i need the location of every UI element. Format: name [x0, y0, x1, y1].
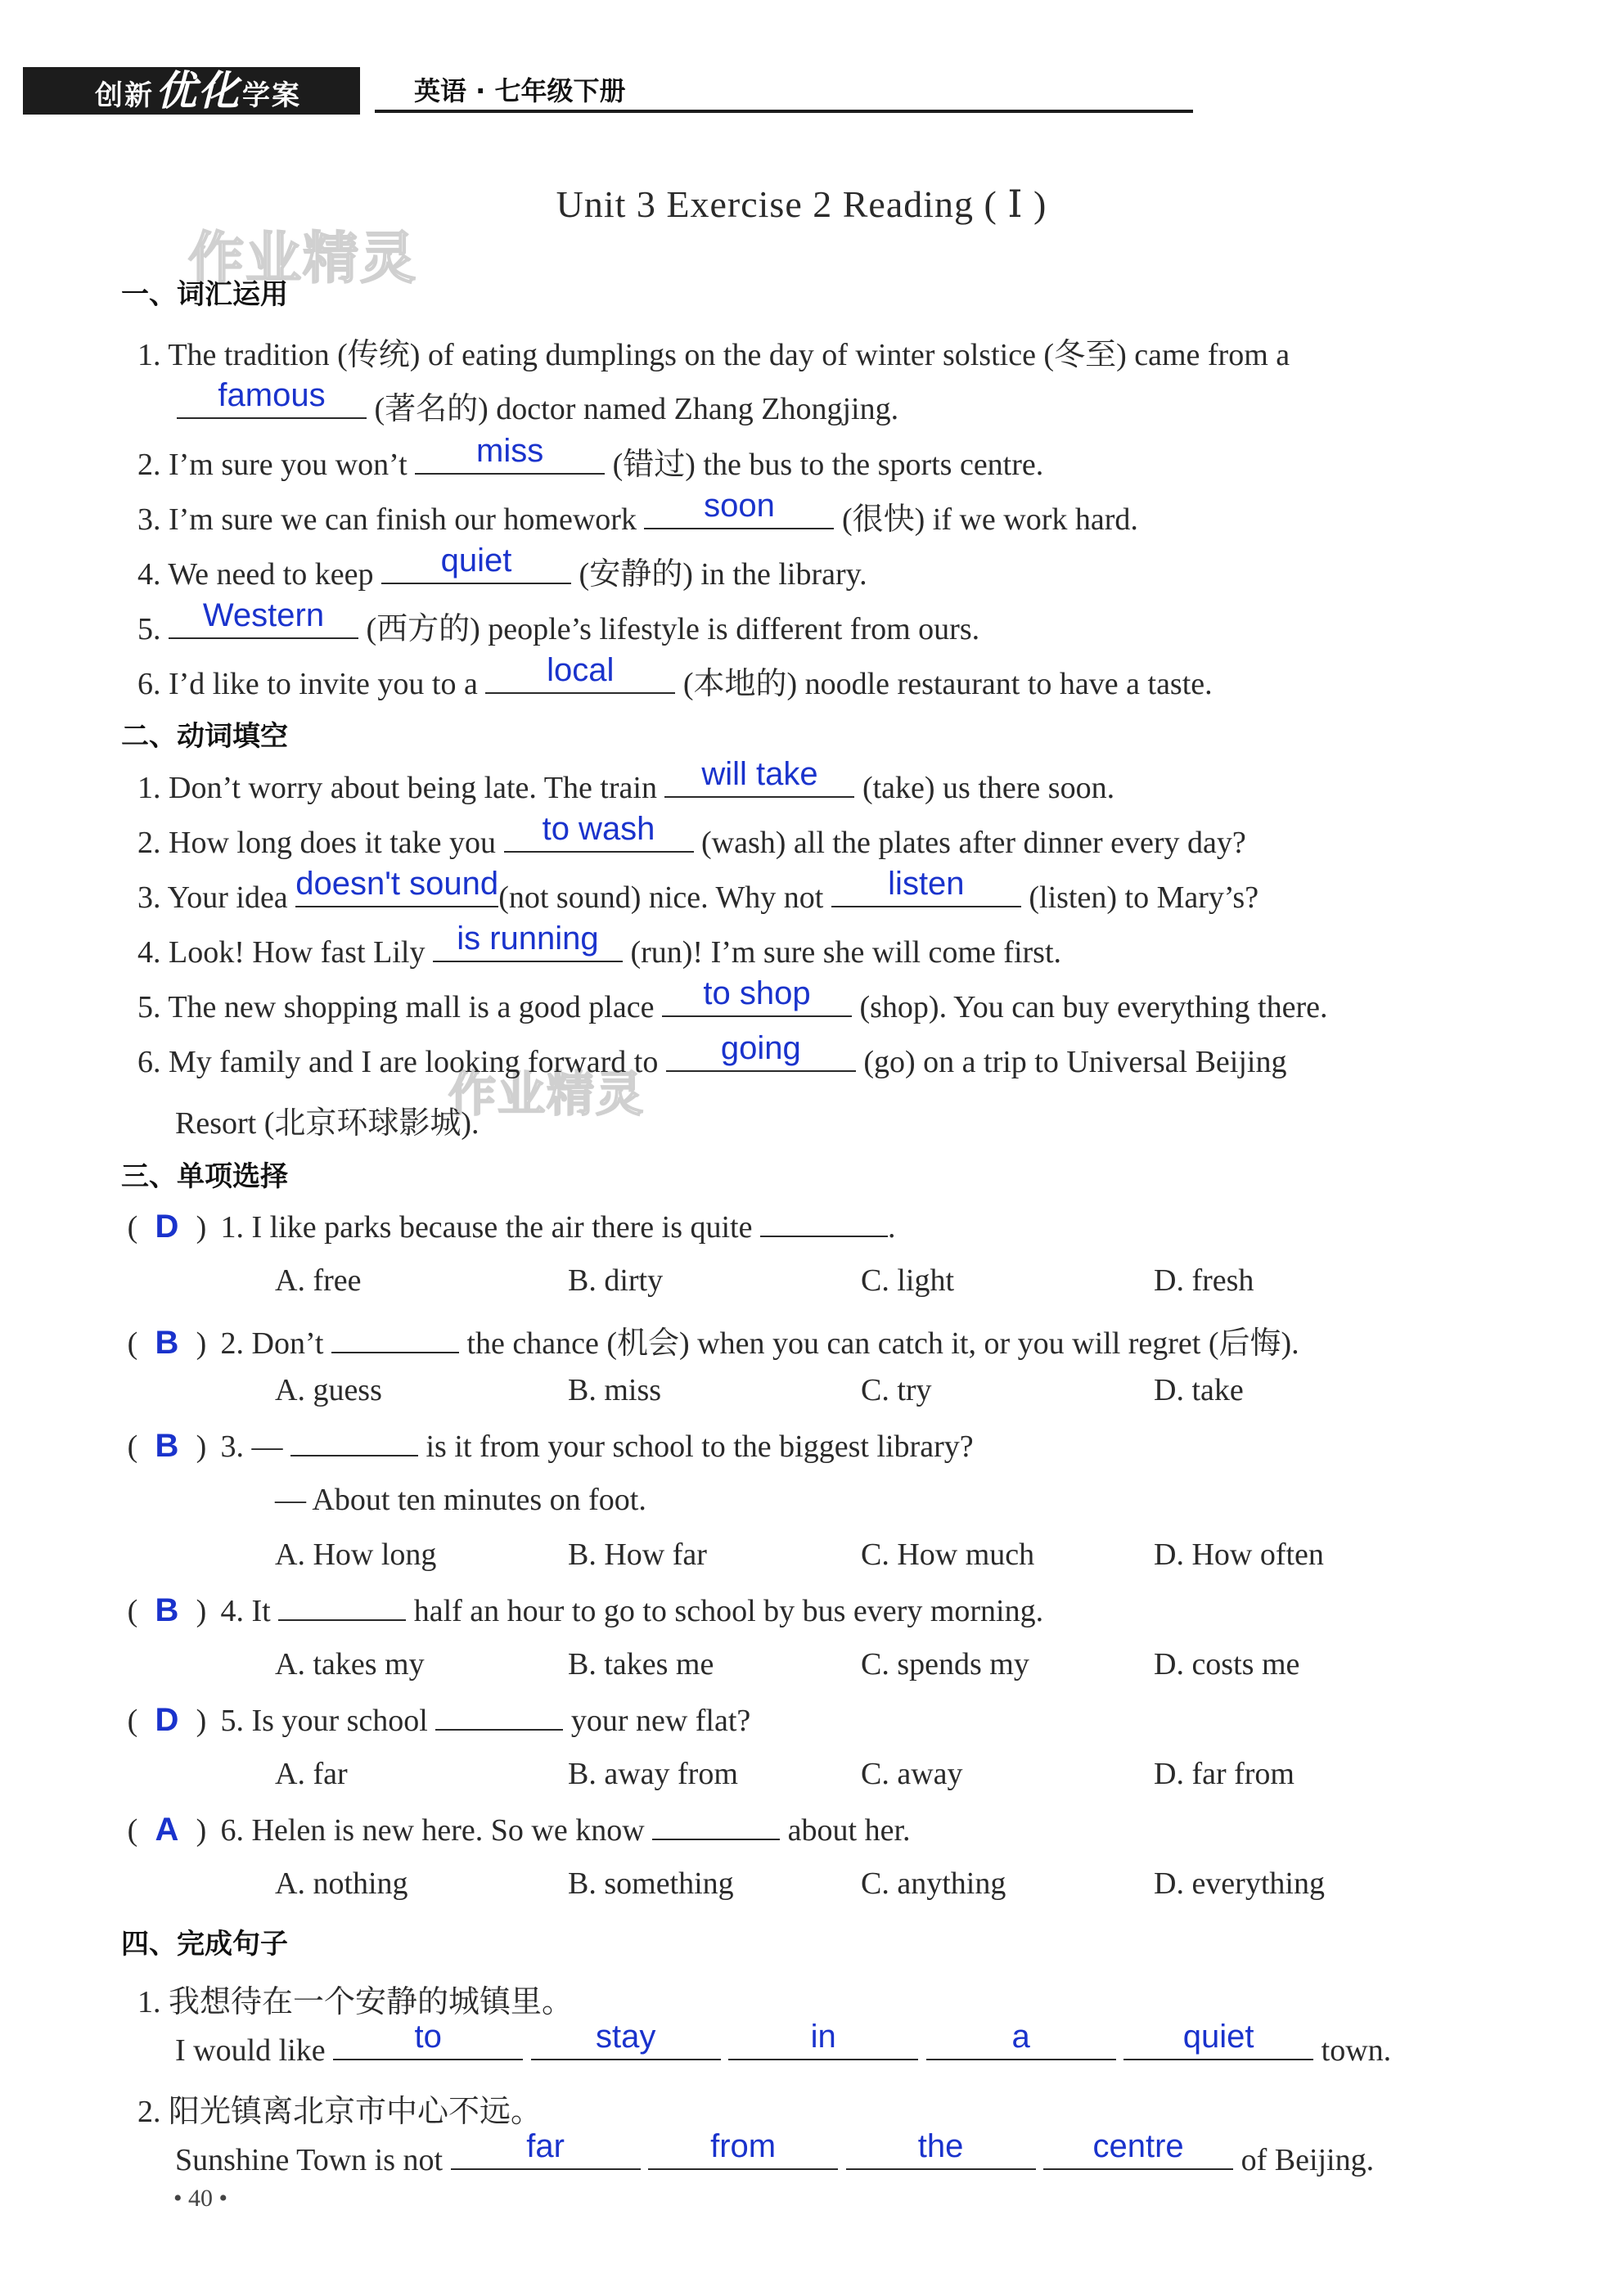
mc-question-3: ( B ) 3. — is it from your school to the biggest library?: [127, 1428, 974, 1464]
question-6: 6. I’d like to invite you to a local (本地的) noodle restaurant to have a taste.: [137, 652, 1213, 701]
question-6-line-1: 6. My family and I are looking forward to going (go) on a trip to Universal Beijing: [137, 1030, 1287, 1079]
option-d: D. everything: [1154, 1866, 1325, 1901]
mc-question-2: ( B ) 2. Don’t the chance (机会) when you can catch it, or you will regret (后悔).: [127, 1325, 1299, 1361]
question-1-line-1: 1. The tradition (传统) of eating dumplings on the day of winter solstice (冬至) came from a: [137, 338, 1290, 372]
answer-blank: [331, 1324, 459, 1353]
mc-question-3-reply: — About ten minutes on foot.: [275, 1483, 646, 1517]
answer-blank: from: [648, 2141, 838, 2170]
option-b: B. miss: [568, 1373, 662, 1407]
option-c: C. anything: [861, 1866, 1006, 1901]
option-c: C. spends my: [861, 1647, 1029, 1681]
option-b: B. away from: [568, 1757, 738, 1791]
question-3: 3. Your idea doesn't sound (not sound) nice. Why not listen (listen) to Mary’s?: [137, 866, 1259, 915]
brand-logo: 创新优化学案: [23, 67, 360, 115]
answer-blank: local: [485, 664, 675, 694]
answer-blank: [435, 1701, 563, 1731]
answer-blank: to: [333, 2031, 523, 2060]
option-d: D. take: [1154, 1373, 1244, 1407]
section-heading: 三、单项选择: [121, 1160, 288, 1193]
translation-1-english: I would like to stay in a quiet town.: [175, 2019, 1392, 2068]
answer-blank: [760, 1208, 888, 1237]
option-d: D. fresh: [1154, 1263, 1254, 1298]
question-5: 5. The new shopping mall is a good place to shop (shop). You can buy everything there.: [137, 975, 1328, 1024]
mc-question-1: ( D ) 1. I like parks because the air there is quite .: [127, 1209, 896, 1245]
answer-blank: [290, 1427, 418, 1456]
watermark: 作业精灵: [188, 227, 418, 291]
option-d: D. costs me: [1154, 1647, 1300, 1681]
answer-blank: the: [846, 2141, 1036, 2170]
page-header: [23, 67, 1193, 115]
option-a: A. far: [275, 1757, 348, 1791]
answer-blank: centre: [1043, 2141, 1233, 2170]
answer-blank: doesn't sound: [295, 878, 498, 907]
mc-answer: A: [155, 1812, 179, 1848]
answer-blank: miss: [415, 445, 605, 475]
section-heading: 四、完成句子: [121, 1928, 288, 1961]
question-6-line-2: Resort (北京环球影城).: [175, 1106, 480, 1141]
answer-blank: [652, 1811, 780, 1840]
answer-blank: stay: [531, 2031, 721, 2060]
translation-2-chinese: 2. 阳光镇离北京市中心不远。: [137, 2095, 543, 2129]
question-5: 5. Western (西方的) people’s lifestyle is different from ours.: [137, 597, 980, 646]
answer-blank: to wash: [504, 823, 694, 853]
answer-blank: will take: [664, 768, 854, 798]
option-c: C. How much: [861, 1537, 1035, 1572]
answer-blank: soon: [644, 500, 834, 529]
question-3: 3. I’m sure we can finish our homework soon (很快) if we work hard.: [137, 488, 1138, 537]
answer-blank: Western: [169, 610, 358, 639]
page-number: • 40 •: [173, 2185, 228, 2212]
option-a: A. How long: [275, 1537, 437, 1572]
option-a: A. takes my: [275, 1647, 425, 1681]
question-4: 4. Look! How fast Lily is running (run)! I’m sure she will come first.: [137, 921, 1062, 970]
option-c: C. try: [861, 1373, 932, 1407]
question-1: 1. Don’t worry about being late. The train will take (take) us there soon.: [137, 756, 1115, 805]
section-heading: 二、动词填空: [121, 720, 288, 753]
option-b: B. takes me: [568, 1647, 714, 1681]
mc-question-5: ( D ) 5. Is your school your new flat?: [127, 1702, 751, 1738]
question-2: 2. How long does it take you to wash (wash) all the plates after dinner every day?: [137, 811, 1246, 860]
question-2: 2. I’m sure you won’t miss (错过) the bus to the sports centre.: [137, 433, 1044, 482]
mc-question-4: ( B ) 4. It half an hour to go to school by bus every morning.: [127, 1592, 1044, 1628]
option-c: C. away: [861, 1757, 963, 1791]
option-a: A. guess: [275, 1373, 382, 1407]
mc-answer: B: [155, 1325, 179, 1361]
page-title: Unit 3 Exercise 2 Reading ( Ⅰ ): [556, 183, 1047, 225]
answer-blank: in: [728, 2031, 918, 2060]
question-1-line-2: famous (著名的) doctor named Zhang Zhongjing.: [177, 383, 898, 428]
mc-answer: B: [155, 1428, 179, 1464]
option-a: A. free: [275, 1263, 362, 1298]
answer-blank: quiet: [381, 555, 571, 584]
answer-blank: famous: [177, 389, 367, 419]
option-b: B. something: [568, 1866, 734, 1901]
answer-blank: far: [451, 2141, 641, 2170]
mc-question-6: ( A ) 6. Helen is new here. So we know about her.: [127, 1812, 911, 1848]
translation-2-english: Sunshine Town is not far from the centre of Beijing.: [175, 2128, 1375, 2177]
section-heading: 一、词汇运用: [121, 278, 288, 311]
question-4: 4. We need to keep quiet (安静的) in the library.: [137, 542, 867, 592]
answer-blank: is running: [433, 933, 623, 962]
mc-answer: D: [155, 1702, 179, 1738]
watermark: 作业精灵: [448, 1066, 646, 1122]
translation-1-chinese: 1. 我想待在一个安静的城镇里。: [137, 1985, 574, 2019]
answer-blank: a: [926, 2031, 1116, 2060]
header-rule: [375, 110, 1193, 113]
answer-blank: quiet: [1123, 2031, 1313, 2060]
answer-blank: going: [666, 1042, 856, 1072]
option-b: B. dirty: [568, 1263, 664, 1298]
option-a: A. nothing: [275, 1866, 408, 1901]
answer-blank: to shop: [662, 988, 852, 1017]
answer-blank: listen: [831, 878, 1021, 907]
option-d: D. How often: [1154, 1537, 1324, 1572]
option-b: B. How far: [568, 1537, 707, 1572]
mc-answer: D: [155, 1209, 179, 1245]
answer-blank: [278, 1591, 406, 1621]
mc-answer: B: [155, 1592, 179, 1628]
option-d: D. far from: [1154, 1757, 1295, 1791]
subject-label: 英语 · 七年级下册: [414, 75, 626, 106]
option-c: C. light: [861, 1263, 955, 1298]
